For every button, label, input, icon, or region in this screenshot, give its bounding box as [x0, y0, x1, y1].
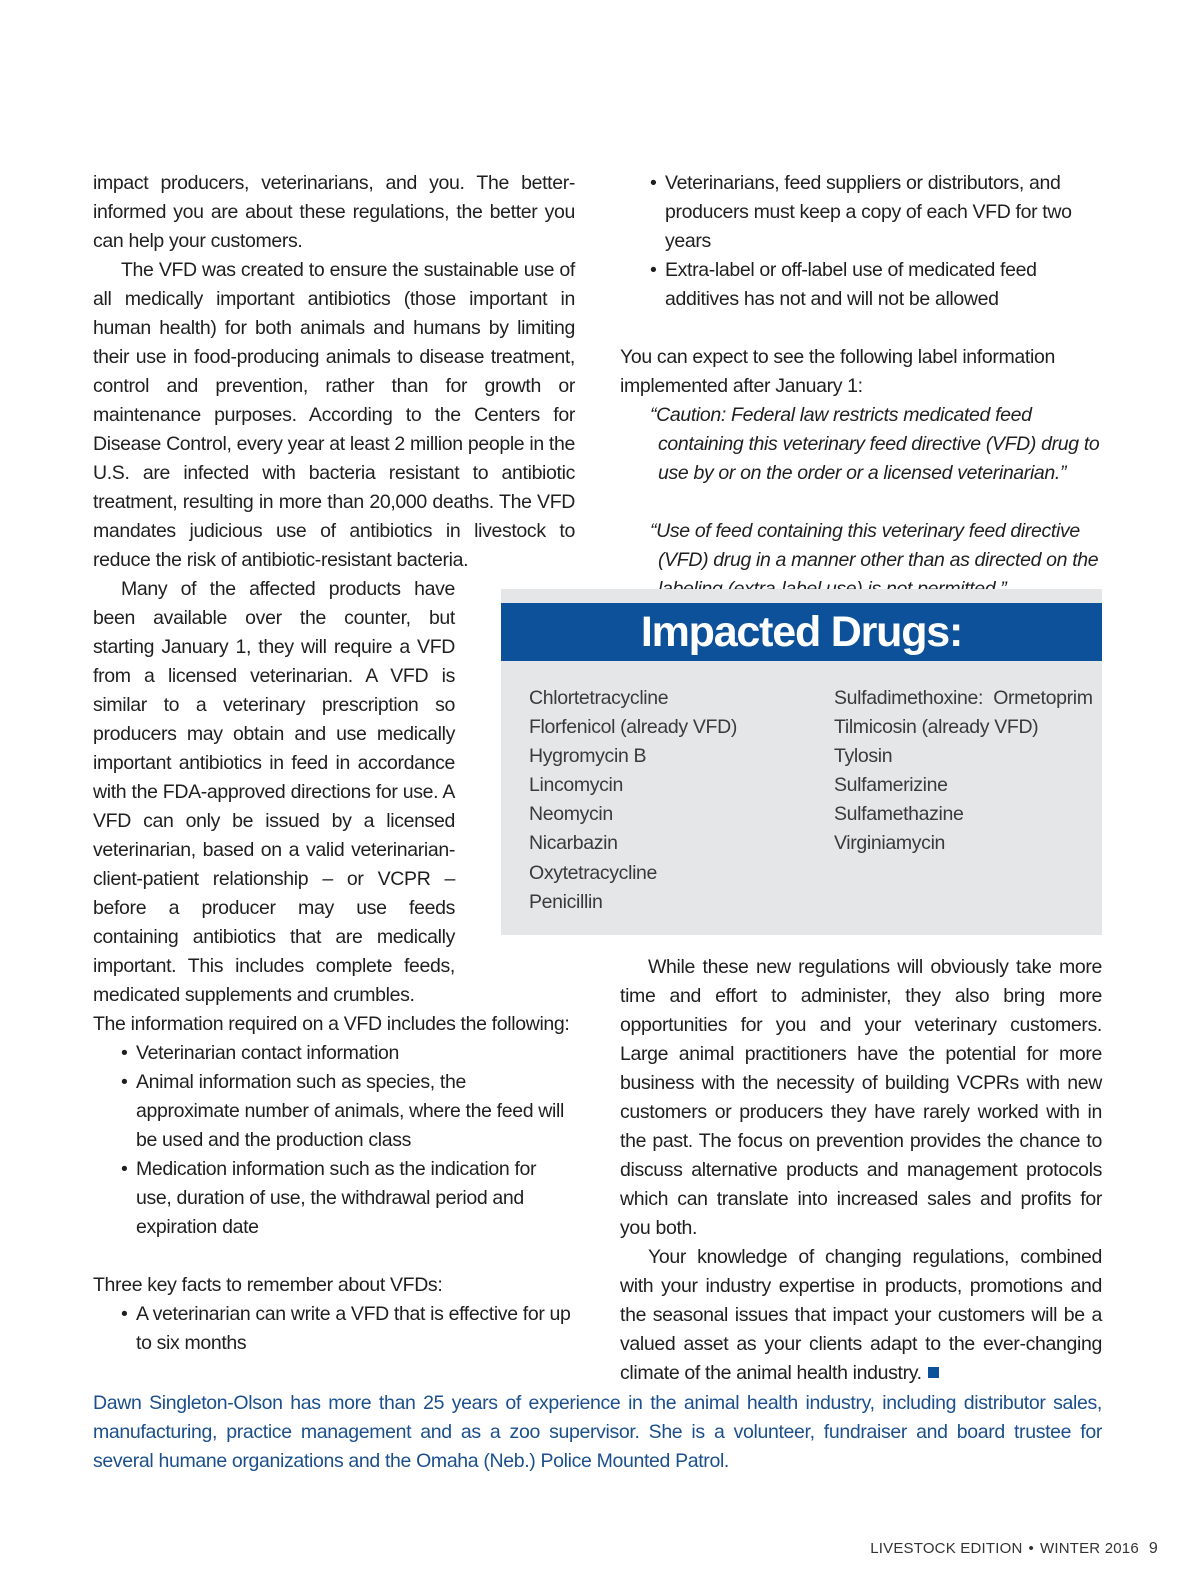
closing-paragraph-text: Your knowledge of changing regulations, combined with your industry expertise in products, promotions and the seasonal issues that impact your customers will be a valued asset as your clients adapt to the ever-changing climate of the animal health industry.	[620, 1246, 1102, 1384]
drug-item: Sulfamethazine	[834, 803, 964, 826]
author-bio: Dawn Singleton-Olson has more than 25 years of experience in the animal health industry, including distributor sales, manufacturing, practice management and as a zoo supervisor. She is a volunteer, fundraiser and board trustee for several humane organizations and the Omaha (Neb.) Police Mounted Patrol.	[93, 1392, 1102, 1472]
drug-item: Chlortetracycline	[529, 687, 669, 709]
drug-item: Nicarbazin	[529, 832, 618, 855]
key-facts-list	[121, 1300, 573, 1358]
list-item: • Medication information such as the indication for use, duration of use, the withdrawal period and expiration date	[121, 1155, 573, 1242]
intro-paragraph: impact producers, veterinarians, and you. The better-informed you are about these regulations, the better you can help your customers.	[93, 172, 575, 252]
impacted-drugs-panel	[501, 589, 1102, 935]
drug-item: Neomycin	[529, 803, 613, 826]
end-of-article-mark-icon	[928, 1367, 939, 1378]
drug-item: Sulfadimethoxine: Ormetoprim	[834, 687, 1093, 709]
impacted-drugs-title: Impacted Drugs:	[501, 603, 1102, 661]
drug-item: Tilmicosin (already VFD)	[834, 716, 1039, 739]
left-column-lists	[93, 1010, 573, 1358]
left-column-top	[93, 169, 575, 575]
key-facts-list-continued	[650, 169, 1102, 314]
page-number: 9	[1148, 1540, 1158, 1557]
page-footer	[870, 1540, 1158, 1558]
list-item: • Veterinarians, feed suppliers or distributors, and producers must keep a copy of each VFD for two years	[650, 169, 1102, 256]
key-facts-intro: Three key facts to remember about VFDs:	[93, 1274, 443, 1296]
drug-item: Florfenicol (already VFD)	[529, 716, 737, 739]
drug-item: Oxytetracycline	[529, 861, 658, 884]
right-column-bottom	[620, 953, 1102, 1388]
list-item: • A veterinarian can write a VFD that is effective for up to six months	[121, 1300, 573, 1358]
drug-list-column-2	[834, 684, 1093, 859]
extra-label-quote: “Use of feed containing this veterinary feed directive (VFD) drug in a manner other than as directed on the	[650, 520, 1099, 571]
caution-quote: “Caution: Federal law restricts medicated feed containing this veterinary feed directive (VFD) drug to use by or on the order or a licensed veterinarian.”	[650, 404, 1100, 484]
vfd-purpose-paragraph: The VFD was created to ensure the sustainable use of all medically important antibiotics (those important in human health) for both animals and humans by limiting their use in food-producing animals to disease treatment, control and prevention, rather than for growth or maintenance purposes. According to the Centers for Disease Control, every year at least 2 million people in the U.S. are infected with bacteria resistant to antibiotic treatment, resulting in more than 20,000 deaths. The VFD mandates judicious use of antibiotics in livestock to reduce the risk of antibiotic-resistant bacteria.	[93, 259, 575, 571]
vfd-info-list	[121, 1039, 573, 1242]
drug-item: Lincomycin	[529, 774, 624, 797]
footer-separator: •	[1028, 1540, 1034, 1557]
drug-item: Sulfamerizine	[834, 774, 948, 797]
drug-item: Penicillin	[529, 890, 603, 913]
vfd-info-intro: The information required on a VFD includes the following:	[93, 1013, 570, 1035]
list-item: • Veterinarian contact information	[121, 1039, 573, 1068]
list-item: • Animal information such as species, the approximate number of animals, where the feed will be used and the production class	[121, 1068, 573, 1155]
issue-date: WINTER 2016	[1039, 1540, 1139, 1557]
publication-name: LIVESTOCK EDITION	[870, 1540, 1023, 1557]
drug-list-column-1	[529, 684, 737, 917]
drug-item: Virginiamycin	[834, 832, 946, 855]
closing-paragraph	[620, 1243, 1102, 1388]
affected-products-paragraph: Many of the affected products have been available over the counter, but starting January 1, they will require a VFD from a licensed veterinarian. A VFD is similar to a veterinary prescription so producers may obtain and use medically important antibiotics in feed in accordance with the FDA-approved directions for use. A VFD can only be issued by a licensed veterinarian, based on a valid veterinarian-client-patient relationship – or VCPR – before a producer may use feeds containing antibiotics that are medically important. This includes complete feeds, medicated supplements and crumbles.	[93, 578, 455, 1006]
left-column-narrow	[93, 575, 455, 1010]
drug-item: Tylosin	[834, 745, 893, 768]
label-info-intro: You can expect to see the following label information implemented after January 1:	[620, 346, 1055, 397]
opportunities-paragraph: While these new regulations will obviously take more time and effort to administer, they also bring more opportunities for you and your veterinary customers. Large animal practitioners have the potential for more business with the necessity of building VCPRs with new customers or producers they have rarely worked with in the past. The focus on prevention provides the chance to discuss alternative products and management protocols which can translate into increased sales and profits for you both.	[620, 956, 1102, 1239]
list-item: • Extra-label or off-label use of medicated feed additives has not and will not be allowed	[650, 256, 1102, 314]
right-column-top	[620, 169, 1102, 604]
drug-item: Hygromycin B	[529, 745, 647, 768]
